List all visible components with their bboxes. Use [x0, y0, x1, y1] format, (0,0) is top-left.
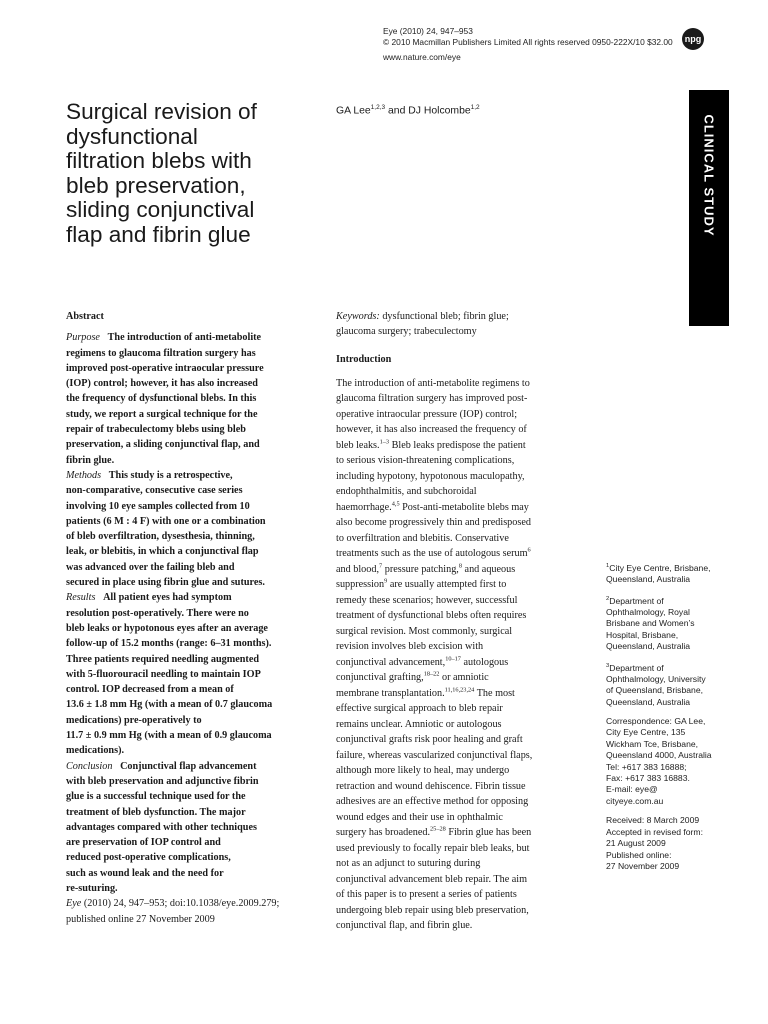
- reference-marker: 7: [379, 562, 383, 570]
- introduction-line: [336, 763, 586, 779]
- introduction-text: glaucoma filtration surgery has improved post-: [336, 393, 528, 404]
- author-list: [336, 104, 480, 116]
- abstract-line: with 5-fluorouracil needling to maintain IOP: [66, 668, 261, 680]
- author-conjunction: and: [385, 105, 409, 117]
- reference-marker: 4,5: [391, 500, 400, 508]
- abstract-line: resolution post-operatively. There were no: [66, 607, 249, 619]
- introduction-line: [336, 531, 586, 547]
- abstract-line: leak, or blebitis, in which a conjunctival flap: [66, 546, 259, 558]
- title-line: flap and fibrin glue: [66, 221, 251, 247]
- correspondence-line: Correspondence: GA Lee,: [606, 716, 706, 727]
- date-line: Received: 8 March 2009: [606, 815, 700, 826]
- author-affiliation-marker: 1,2,3: [370, 104, 386, 111]
- title-line: dysfunctional: [66, 123, 198, 149]
- reference-marker: 1–3: [379, 438, 390, 446]
- introduction-text: Fibrin glue has been: [445, 827, 532, 838]
- introduction-line: [336, 779, 586, 795]
- reference-marker: 18–22: [423, 670, 440, 678]
- correspondence-line: Wickham Tce, Brisbane,: [606, 738, 699, 749]
- introduction-line: [336, 407, 586, 423]
- abstract-conclusion: [66, 759, 316, 897]
- abstract-line: Three patients required needling augmented: [66, 653, 260, 665]
- introduction-line: [336, 438, 586, 454]
- abstract-line: (IOP) control; however, it has also increased: [66, 378, 258, 390]
- reference-marker: 6: [527, 546, 531, 554]
- abstract-line: of bleb overfiltration, dysesthesia, thinning,: [66, 531, 255, 543]
- abstract-line: glue is a successful technique used for the: [66, 791, 246, 803]
- introduction-text: treatments such as the use of autologous serum: [336, 548, 528, 559]
- introduction-text: revision involves bleb excision with: [336, 641, 484, 652]
- introduction-line: [336, 453, 586, 469]
- affiliation-line: Queensland, Australia: [606, 574, 691, 585]
- abstract-line: preservation, a sliding conjunctival flap, and: [66, 439, 260, 451]
- introduction-text: conjunctival advancement,: [336, 656, 446, 668]
- copyright-line: © 2010 Macmillan Publishers Limited All rights reserved 0950-222X/10 $32.00: [383, 37, 673, 47]
- introduction-text: surgical revision. Most commonly, surgical: [336, 625, 513, 637]
- introduction-line: [336, 608, 586, 624]
- journal-url: www.nature.com/eye: [383, 52, 461, 62]
- affiliation-line: of Queensland, Brisbane,: [606, 685, 703, 696]
- introduction-text: not as an adjunct to suturing during: [336, 858, 481, 869]
- introduction-line: [336, 562, 586, 578]
- date-line: 27 November 2009: [606, 860, 680, 871]
- introduction-text: remedy these scenarios; however, successful: [336, 594, 518, 606]
- introduction-text: remains unclear. Amniotic or autologous: [336, 718, 502, 730]
- affiliation-marker: 2: [606, 595, 610, 602]
- introduction-text: bleb leaks.: [336, 439, 380, 451]
- introduction-text: The introduction of anti-metabolite regimens to: [336, 377, 530, 389]
- abstract-line: the frequency of dysfunctional blebs. In this: [66, 393, 257, 405]
- title-line: filtration blebs with: [66, 148, 252, 174]
- introduction-line: [336, 593, 586, 609]
- abstract-purpose: [66, 330, 316, 468]
- abstract-line: This study is a retrospective,: [108, 469, 233, 481]
- date-line: 21 August 2009: [606, 838, 666, 849]
- affiliation-2: [606, 594, 746, 653]
- abstract-line: Conjunctival flap advancement: [120, 760, 257, 772]
- correspondence-line: E-mail: eye@: [606, 784, 658, 795]
- citation-line: published online 27 November 2009: [66, 913, 215, 925]
- introduction-line: [336, 701, 586, 717]
- introduction-text: conjunctival grafting,: [336, 672, 424, 683]
- affiliation-line: Hospital, Brisbane,: [606, 629, 679, 640]
- article-title: [66, 100, 326, 248]
- correspondence-line: cityeye.com.au: [606, 795, 664, 806]
- introduction-text: failure, whereas vascularized conjunctival flaps,: [336, 749, 533, 761]
- date-line: Published online:: [606, 849, 672, 860]
- affiliation-line: City Eye Centre, Brisbane,: [609, 562, 711, 573]
- introduction-line: [336, 686, 586, 702]
- introduction-text: membrane transplantation.: [336, 687, 445, 699]
- introduction-text: or amniotic: [439, 672, 489, 683]
- abstract-results: [66, 590, 316, 758]
- reference-marker: 11,16,23,24: [444, 686, 475, 694]
- abstract-line: non-comparative, consecutive case series: [66, 485, 243, 497]
- correspondence: [606, 716, 746, 807]
- introduction-text: operative intraocular pressure (IOP) control;: [336, 408, 518, 420]
- abstract-line: study, we report a surgical technique for the: [66, 408, 258, 420]
- introduction-text: pressure patching,: [382, 563, 459, 575]
- citation-journal: Eye: [66, 898, 82, 910]
- abstract-line: involving 10 eye samples collected from 10: [66, 500, 250, 512]
- introduction-line: [336, 546, 586, 562]
- introduction-text: and blood,: [336, 563, 380, 575]
- journal-citation: Eye (2010) 24, 947–953: [383, 26, 473, 36]
- title-line: Surgical revision of: [66, 99, 257, 124]
- introduction-line: [336, 918, 586, 934]
- introduction-text: of this paper is to present a series of patients: [336, 889, 517, 900]
- abstract-line: treatment of bleb dysfunction. The major: [66, 806, 246, 818]
- correspondence-line: City Eye Centre, 135: [606, 727, 686, 738]
- abstract-methods: [66, 468, 316, 590]
- introduction-line: [336, 717, 586, 733]
- introduction-line: [336, 577, 586, 593]
- citation-line: (2010) 24, 947–953; doi:10.1038/eye.2009.279;: [83, 898, 280, 910]
- introduction-text: although more likely to heal, may undergo: [336, 765, 510, 776]
- side-notes: [606, 561, 746, 880]
- abstract-line: secured in place using fibrin glue and sutures.: [66, 577, 265, 589]
- introduction-text: adhesives are an effective method for opposing: [336, 796, 529, 807]
- article-dates: [606, 815, 746, 872]
- correspondence-line: Queensland 4000, Australia: [606, 750, 712, 761]
- introduction-line: [336, 810, 586, 826]
- reference-marker: 25–28: [430, 825, 446, 833]
- reference-marker: 9: [384, 577, 388, 585]
- abstract-line: advantages compared with other techniques: [66, 821, 257, 833]
- reference-marker: 8: [458, 562, 462, 570]
- introduction-text: also become progressively thin and predisposed: [336, 517, 531, 528]
- introduction-line: [336, 856, 586, 872]
- introduction-text: used previously to focally repair bleb leaks, but: [336, 842, 530, 854]
- introduction-line: [336, 391, 586, 407]
- introduction-line: [336, 515, 586, 531]
- introduction-text: and aqueous: [462, 563, 516, 575]
- abstract-line: 13.6 ± 1.8 mm Hg (with a mean of 0.7 glaucoma: [66, 699, 273, 711]
- affiliation-line: Ophthalmology, Royal: [606, 606, 690, 617]
- abstract-line: follow-up of 15.2 months (range: 6–31 months).: [66, 638, 272, 650]
- keywords-line: glaucoma surgery; trabeculectomy: [336, 326, 477, 338]
- introduction-line: [336, 670, 586, 686]
- introduction-section: [336, 352, 586, 934]
- introduction-text: undergoing bleb repair using bleb preservation,: [336, 904, 529, 916]
- introduction-text: Post-anti-metabolite blebs may: [399, 501, 529, 513]
- introduction-text: autologous: [460, 656, 509, 668]
- abstract-line: was advanced over the failing bleb and: [66, 561, 235, 573]
- introduction-line: [336, 484, 586, 500]
- introduction-text: haemorrhage.: [336, 501, 392, 513]
- abstract-line: with bleb preservation and adjunctive fibrin: [66, 775, 259, 787]
- introduction-line: [336, 500, 586, 516]
- introduction-text: treatment of dysfunctional blebs often requires: [336, 610, 527, 621]
- abstract-line: All patient eyes had symptom: [103, 592, 232, 604]
- abstract-line: are preservation of IOP control and: [66, 837, 221, 849]
- introduction-text: conjunctival grafts risk poor healing and graft: [336, 734, 523, 745]
- abstract-heading: Abstract: [66, 311, 104, 322]
- publisher-logo: npg: [682, 28, 704, 50]
- introduction-text: to serious vision-threatening complications,: [336, 455, 515, 466]
- affiliation-line: Ophthalmology, University: [606, 673, 706, 684]
- introduction-text: Bleb leaks predispose the patient: [389, 439, 526, 451]
- introduction-text: suppression: [336, 579, 385, 590]
- introduction-text: endophthalmitis, and subchoroidal: [336, 486, 477, 497]
- abstract-line: The introduction of anti-metabolite: [107, 332, 262, 344]
- correspondence-line: Tel: +617 383 16888;: [606, 761, 687, 772]
- affiliation-3: [606, 661, 746, 708]
- introduction-line: [336, 732, 586, 748]
- affiliation-line: Department of: [609, 595, 664, 606]
- abstract-line: re-suturing.: [66, 882, 118, 894]
- author-affiliation-marker: 1,2: [470, 104, 480, 111]
- introduction-text: are usually attempted first to: [387, 579, 507, 590]
- abstract-line: regimens to glaucoma filtration surgery has: [66, 347, 256, 359]
- keywords-line: dysfunctional bleb; fibrin glue;: [382, 311, 509, 322]
- introduction-line: [336, 469, 586, 485]
- introduction-line: [336, 903, 586, 919]
- abstract-line: 11.7 ± 0.9 mm Hg (with a mean of 0.9 glaucoma: [66, 730, 272, 742]
- introduction-line: [336, 639, 586, 655]
- abstract-line: improved post-operative intraocular pressure: [66, 362, 264, 374]
- keywords-label: Keywords:: [336, 311, 380, 322]
- introduction-text: retraction and wound dehiscence. Fibrin tissue: [336, 780, 526, 792]
- introduction-text: The most: [474, 687, 515, 699]
- introduction-text: conjunctival flap, and fibrin glue.: [336, 920, 473, 931]
- introduction-line: [336, 794, 586, 810]
- section-banner-label: CLINICAL STUDY: [701, 114, 717, 237]
- abstract: [66, 309, 316, 927]
- introduction-text: wound edges and their use in ophthalmic: [336, 811, 503, 823]
- introduction-heading: Introduction: [336, 354, 392, 365]
- affiliation-line: Queensland, Australia: [606, 696, 691, 707]
- abstract-line: repair of trabeculectomy blebs using bleb: [66, 424, 246, 436]
- abstract-line: medications) pre-operatively to: [66, 714, 202, 726]
- abstract-line: reduced post-operative complications,: [66, 852, 231, 864]
- abstract-label: Conclusion: [66, 760, 113, 772]
- introduction-line: [336, 655, 586, 671]
- introduction-text: effective surgical approach to bleb repair: [336, 703, 503, 714]
- introduction-text: to overfiltration and blebitis. Conservative: [336, 532, 509, 544]
- introduction-line: [336, 376, 586, 392]
- abstract-line: medications).: [66, 745, 125, 757]
- reference-marker: 10–17: [445, 655, 461, 663]
- affiliation-marker: 3: [606, 662, 610, 669]
- introduction-text: surgery has broadened.: [336, 827, 431, 838]
- abstract-label: Results: [66, 592, 96, 604]
- introduction-text: including hypotony, hypotonous maculopathy,: [336, 470, 525, 482]
- keywords: [336, 309, 586, 340]
- introduction-text: however, it has also increased the frequency of: [336, 424, 527, 435]
- introduction-line: [336, 841, 586, 857]
- author-name: GA Lee: [336, 105, 371, 117]
- introduction-text: conjunctival advancement bleb repair. The aim: [336, 873, 528, 885]
- journal-header: [383, 26, 683, 63]
- abstract-label: Purpose: [66, 332, 100, 344]
- section-banner: [689, 90, 729, 326]
- introduction-line: [336, 422, 586, 438]
- affiliation-1: [606, 561, 746, 586]
- introduction-line: [336, 624, 586, 640]
- title-line: sliding conjunctival: [66, 197, 255, 223]
- title-line: bleb preservation,: [66, 172, 246, 198]
- abstract-label: Methods: [66, 469, 102, 481]
- abstract-line: fibrin glue.: [66, 454, 115, 466]
- introduction-line: [336, 872, 586, 888]
- correspondence-line: Fax: +617 383 16883.: [606, 773, 690, 784]
- abstract-line: such as wound leak and the need for: [66, 867, 224, 879]
- affiliation-line: Brisbane and Women’s: [606, 618, 695, 629]
- affiliation-marker: 1: [606, 563, 610, 569]
- introduction-line: [336, 887, 586, 903]
- date-line: Accepted in revised form:: [606, 826, 703, 837]
- affiliation-line: Queensland, Australia: [606, 641, 691, 652]
- introduction-line: [336, 748, 586, 764]
- affiliation-line: Department of: [609, 662, 664, 673]
- abstract-citation: [66, 896, 316, 927]
- abstract-line: control. IOP decreased from a mean of: [66, 684, 234, 696]
- introduction-line: [336, 825, 586, 841]
- abstract-line: patients (6 M : 4 F) with one or a combination: [66, 515, 266, 527]
- author-name: DJ Holcombe: [408, 105, 471, 117]
- abstract-line: bleb leaks or hypotonous eyes after an average: [66, 622, 268, 634]
- introduction-body: [336, 376, 586, 934]
